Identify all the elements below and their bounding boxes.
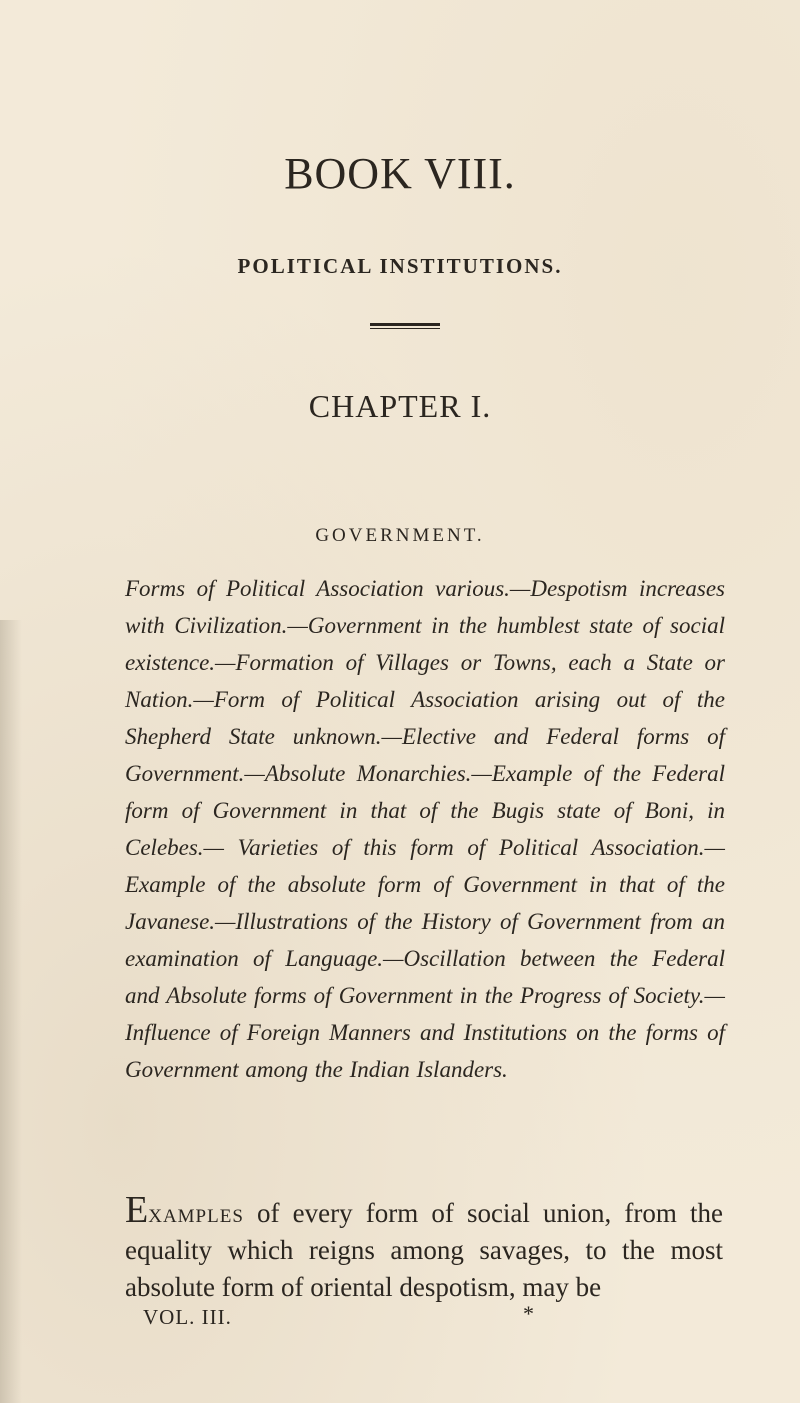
body-paragraph bbox=[125, 1189, 724, 1306]
volume-label: VOL. III. bbox=[143, 1305, 232, 1329]
rule-thin-line bbox=[370, 328, 440, 329]
signature-mark: * bbox=[523, 1301, 534, 1326]
book-subtitle: POLITICAL INSTITUTIONS. bbox=[237, 254, 563, 278]
drop-cap: E bbox=[125, 1189, 149, 1231]
ornamental-rule bbox=[370, 323, 440, 329]
book-title: BOOK VIII. bbox=[284, 149, 516, 198]
page-footer bbox=[143, 1301, 713, 1341]
first-word-smallcaps: xamples bbox=[148, 1198, 244, 1228]
section-title: GOVERNMENT. bbox=[315, 525, 485, 546]
binding-shadow bbox=[0, 620, 22, 1403]
chapter-synopsis: Forms of Political Association various.—Despotism increases with Civilization.—Government in the humblest state of social existence.—Formation of Villages or Towns, each a State or Nation.—Form of Political Association arising out of the Shepherd State unknown.—Elective and Federal forms of Government.—Absolute Monarchies.—Example of the Federal form of Government in that of the Bugis state of Boni, in Celebes.— Varieties of this form of Political Association.—Example of the absolute form of Government in that of the Javanese.—Illustrations of the History of Government from an examination of Language.—Oscillation between the Federal and Absolute forms of Government in the Progress of Society.—Influence of Foreign Manners and Institutions on the forms of Government among the Indian Islanders. bbox=[125, 576, 725, 1082]
rule-thick-line bbox=[370, 323, 440, 326]
body-text: of every form of social union, from the equality which reigns among savages, to the most absolute form of oriental despotism, may be bbox=[125, 1198, 724, 1302]
chapter-title: CHAPTER I. bbox=[308, 388, 492, 424]
